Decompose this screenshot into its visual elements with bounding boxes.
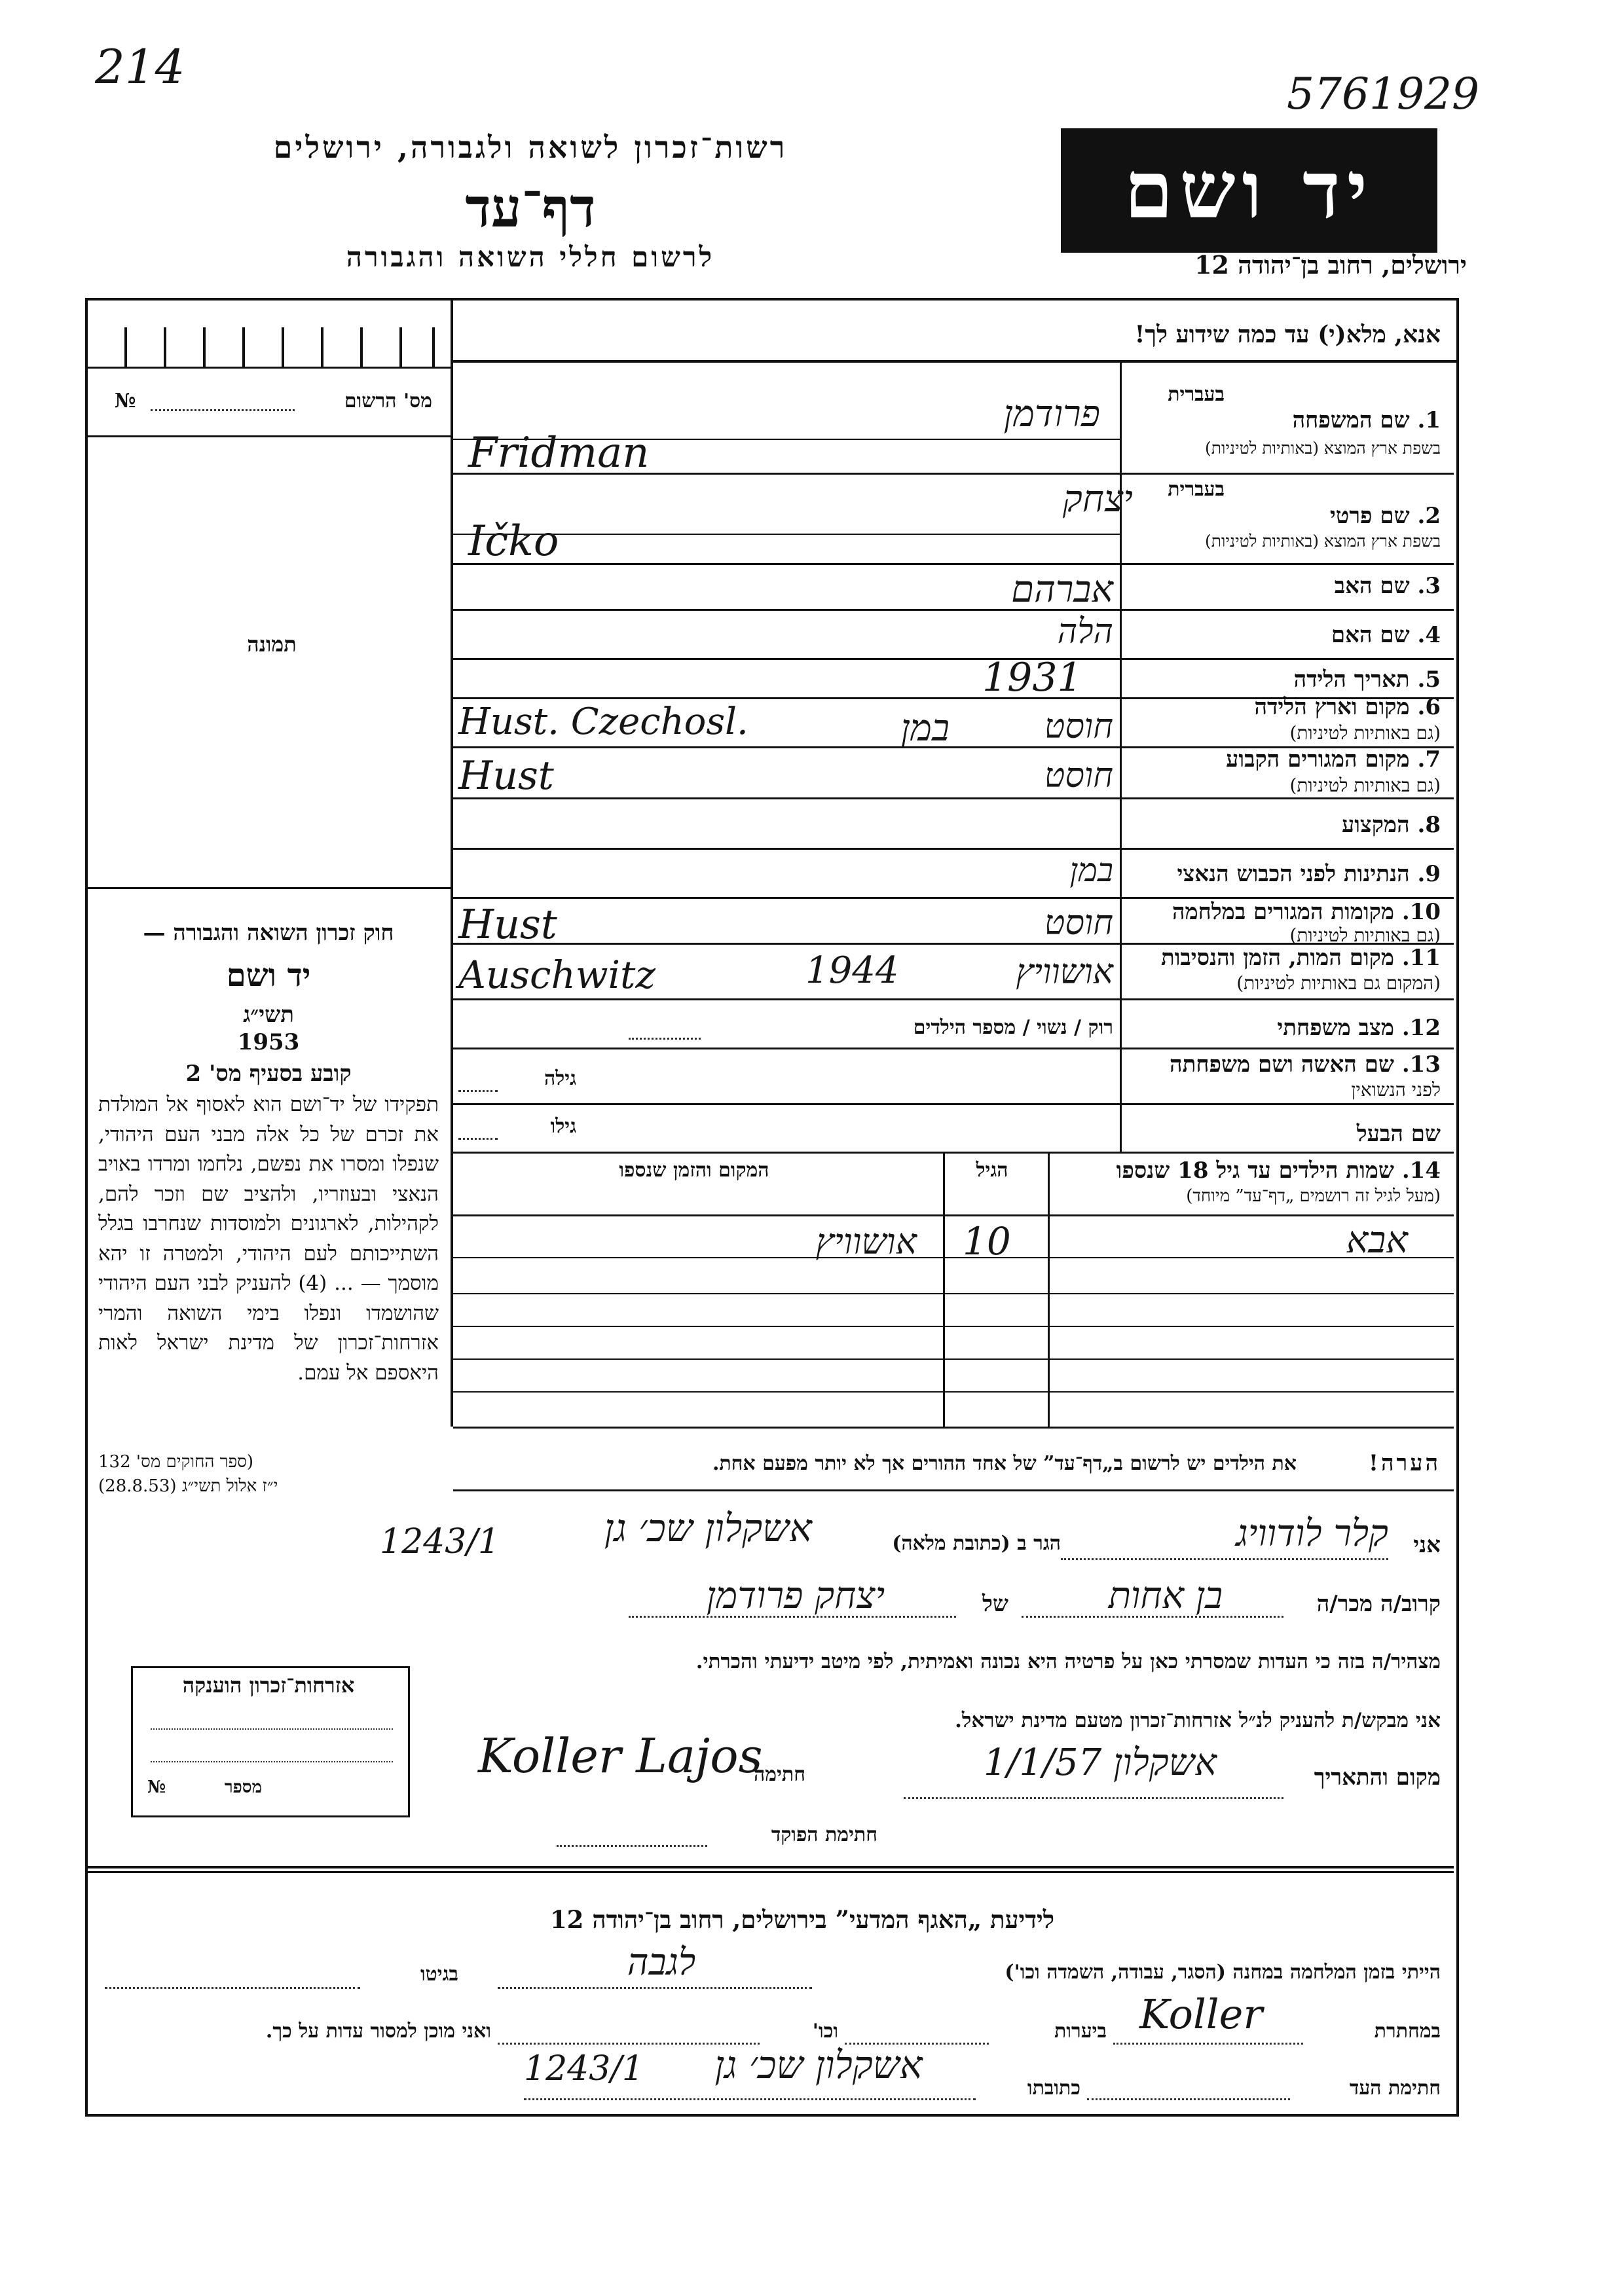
registration-no-sign: № (115, 390, 136, 412)
children-age-header: הגיל (976, 1159, 1008, 1182)
forest-label: ביערות (1054, 2020, 1107, 2043)
child-name-value[interactable]: אבא (1346, 1219, 1408, 1262)
declarant-relative-label: קרוב/ה מכר/ה (1316, 1591, 1441, 1617)
field-7-sub: (גם באותיות לטיניות) (1289, 774, 1441, 796)
declarant-address-number[interactable]: 1243/1 (380, 1522, 500, 1561)
organization-line: רשות־זכרון לשואה ולגבורה, ירושלים (273, 130, 788, 165)
declaration-text: מצהיר/ה בזה כי העדות שמסרתי כאן על פרטיה היא נכונה ואמיתית, לפי מיטב ידיעתי והכרתי. (695, 1650, 1441, 1673)
field-1-sub: בשפת ארץ המוצא (באותיות לטיניות) (1205, 439, 1441, 458)
archive-number: 5761929 (1287, 69, 1479, 119)
field-7-latin-value[interactable]: Hust (458, 753, 554, 799)
place-date-value[interactable]: אשקלון 1/1/57 (983, 1741, 1217, 1784)
husband-label: שם הבעל (1356, 1121, 1441, 1147)
certificate-number-label: מספר (224, 1777, 262, 1797)
wife-age-label: גילה (544, 1067, 576, 1090)
law-year: 1953 (237, 1029, 300, 1055)
declarant-of-label: של (982, 1591, 1008, 1617)
law-clause: קובע בסעיף מס' 2 (185, 1061, 352, 1087)
witness-signature-label: חתימת העד (1349, 2077, 1441, 2100)
field-11-hebrew-value[interactable]: אושוויץ (1016, 953, 1113, 992)
field-2-sub: בשפת ארץ המוצא (באותיות לטיניות) (1205, 532, 1441, 551)
yad-vashem-logo: יד ושם (1061, 128, 1437, 253)
child-age-value[interactable]: 10 (963, 1219, 1011, 1264)
witness-address-value[interactable]: אשקלון שכ׳ גן (714, 2043, 923, 2087)
field-13-sub: לפני הנשואין (1351, 1079, 1441, 1101)
law-body-text: תפקידו של יד־ושם הוא לאסוף אל המולדת את זכרם של כל אלה מבני העם היהודי, שנפלו ומסרו את נפשם, נלחמו ומרדו באויב הנאצי ובעוזריו, ולהציב שם וזכר להם, לקהילות, לארגונים ולמוסדות שנחרבו בגלל השתייכותם לעם היהודי, ולמטרה זו יהא מוסמך — ... (4) להעניק לבני העם היהודי שהושמדו ונפלו בימי השואה והמרי אזרחות־זכרון של מדינת ישראל לאות היאספם אל עמם. (98, 1093, 439, 1385)
field-2-latin-value[interactable]: Ičko (468, 517, 559, 566)
field-10-hebrew-value[interactable]: חוסט (1044, 903, 1113, 943)
field-13-label: 13. שם האשה ושם משפחתה (1170, 1051, 1441, 1078)
field-4-label: 4. שם האם (1331, 622, 1441, 648)
declarant-relation-value[interactable]: בן אחות (1108, 1575, 1223, 1617)
registration-ticks (98, 327, 439, 367)
field-4-value[interactable]: הלה (1057, 612, 1113, 651)
law-title-yad-vashem: יד ושם (226, 957, 311, 994)
field-12-options[interactable]: רוק / נשוי / מספר הילדים (913, 1016, 1113, 1039)
underground-label: במחתרת (1374, 2020, 1441, 2043)
officer-signature-label: חתימת הפוקד (771, 1823, 877, 1846)
camp-value[interactable]: לגבה (627, 1941, 696, 1984)
form-subtitle: לרשום חללי השואה והגבורה (346, 241, 715, 273)
field-6-latin-place[interactable]: Hust. Czechosl. (458, 701, 748, 743)
field-10-latin-value[interactable]: Hust (458, 900, 557, 948)
request-line: אנא, מלא(י) עד כמה שידוע לך! (1134, 321, 1441, 348)
address-line: ירושלים, רחוב בן־יהודה 12 (1194, 250, 1467, 280)
field-11-latin-value[interactable]: Auschwitz (458, 953, 655, 997)
field-5-label: 5. תאריך הלידה (1293, 666, 1441, 693)
place-date-label: מקום והתאריך (1314, 1764, 1441, 1791)
field-12-label: 12. מצב משפחתי (1277, 1015, 1441, 1041)
field-6-hebrew-place[interactable]: חוסט (1044, 707, 1113, 746)
declarant-of-value[interactable]: יצחק פרודמן (706, 1575, 885, 1617)
note-label: הערה! (1369, 1450, 1441, 1476)
field-9-value[interactable]: במן (1069, 851, 1113, 889)
bottom-heading: לידיעת „האגף המדעי” בירושלים, רחוב בן־יהודה 12 (549, 1905, 1055, 1934)
form-title: דף־עד (465, 177, 596, 240)
registration-number-label: מס' הרשום (344, 390, 432, 412)
field-8-label: 8. המקצוע (1341, 812, 1441, 838)
ready-label: ואני מוכן למסור עדות על כך. (265, 2020, 491, 2043)
husband-age-label: גילו (550, 1115, 576, 1138)
photo-label: תמונה (247, 632, 297, 657)
field-1-latin-value[interactable]: Fridman (468, 429, 650, 477)
field-3-value[interactable]: אברהם (1011, 568, 1113, 611)
field-14-label: 14. שמות הילדים עד גיל 18 שנספו (1116, 1157, 1441, 1184)
field-6-country-value[interactable]: במן (900, 707, 950, 750)
field-6-sub: (גם באותיות לטיניות) (1289, 722, 1441, 744)
field-6-label: 6. מקום וארץ הלידה (1254, 694, 1441, 720)
certificate-no-sign: № (147, 1777, 166, 1797)
field-1-label: 1. שם המשפחה (1292, 407, 1441, 433)
field-1-hebrew-value[interactable]: פרודמן (1003, 393, 1100, 435)
citizenship-certificate-title: אזרחות־זכרון הוענקה (182, 1673, 355, 1698)
signature-label: חתימה (754, 1763, 805, 1786)
signature-value[interactable]: Koller Lajos (478, 1728, 763, 1783)
law-footnote-1: (ספר החוקים מס' 132 (98, 1452, 254, 1472)
camp-label: הייתי בזמן המלחמה במחנה (הסגר, עבודה, השמדה וכו') (1005, 1961, 1441, 1984)
field-10-label: 10. מקומות המגורים במלחמה (1172, 899, 1441, 925)
witness-underground-signature[interactable]: Koller (1139, 1990, 1263, 2038)
etc-label: וכו' (812, 2020, 838, 2043)
declarant-name-value[interactable]: קלר לודוויג (1236, 1512, 1388, 1555)
field-2-label: 2. שם פרטי (1329, 503, 1441, 529)
hebrew-label-1: בעברית (1168, 383, 1225, 406)
child-place-value[interactable]: אושוויץ (815, 1221, 917, 1262)
ghetto-label: בגיטו (420, 1963, 458, 1986)
law-footnote-2: י״ז אלול תשי״ג (28.8.53) (98, 1476, 278, 1496)
hebrew-label-2: בעברית (1168, 478, 1225, 501)
declarant-address-label: הגר ב (כתובת מלאה) (892, 1532, 1061, 1555)
field-14-sub: (מעל לגיל זה רושמים „דף־עד” מיוחד) (1186, 1186, 1441, 1206)
witness-address-number[interactable]: 1243/1 (524, 2049, 644, 2088)
note-text: את הילדים יש לרשום ב„דף־עד” של אחד ההורים אך לא יותר מפעם אחת. (712, 1452, 1297, 1475)
field-7-hebrew-value[interactable]: חוסט (1044, 756, 1113, 795)
law-year-hebrew: תשי״ג (243, 1002, 294, 1028)
field-2-hebrew-value[interactable]: יצחק (1062, 478, 1133, 520)
corner-handwritten-number: 214 (95, 39, 185, 94)
field-11-label: 11. מקום המות, הזמן והנסיבות (1160, 945, 1441, 971)
field-3-label: 3. שם האב (1334, 573, 1441, 599)
field-9-label: 9. הנתינות לפני הכבוש הנאצי (1177, 861, 1441, 887)
field-11-year-value[interactable]: 1944 (805, 949, 899, 992)
witness-address-label: כתובתו (1027, 2077, 1080, 2100)
law-title: חוק זכרון השואה והגבורה — (143, 920, 394, 946)
declarant-ani: אני (1413, 1532, 1441, 1558)
declarant-address-value[interactable]: אשקלון שכ׳ גן (604, 1506, 812, 1550)
field-5-value[interactable]: 1931 (982, 655, 1082, 701)
children-place-header: המקום והזמן שנספו (619, 1159, 769, 1182)
field-10-sub: (גם באותיות לטיניות) (1289, 924, 1441, 946)
field-11-sub: (המקום גם באותיות לטיניות) (1236, 972, 1441, 994)
citizenship-request-text: אני מבקש/ת להעניק לנ״ל אזרחות־זכרון מטעם מדינת ישראל. (955, 1709, 1441, 1732)
field-7-label: 7. מקום המגורים הקבוע (1226, 746, 1441, 773)
